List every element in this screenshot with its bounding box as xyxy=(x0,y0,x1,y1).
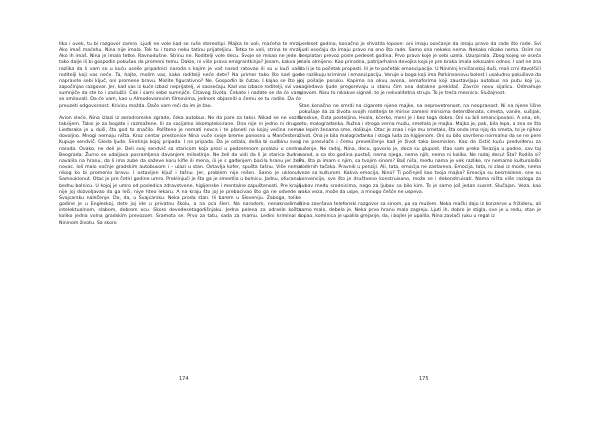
paragraph: Stan konačno ne smrdi na cigarete njene majke, na neprovetrenost, na neopranost. Ni na njene lične pokušaje da za života svojih roditelja te mirise zameni mirisima deterdženata, cimeta, vanile, sušijak, breskve, čista posteljina. Hvala, kćerko, meni je i bez toga dobro. Oni su bili emancipovani. A ona, eh, eto, malograđanka. Ružna i stroga verna mužu, smetala je majka. Majka je, pak, bila lepa, a zna se šta se lepim ženama sme, dolikuje. Otac je znao i nije mu smetalo, šta onda ima njoj da smeta, to je njihov život. Ona je bila malograđanka i stoga luda za higijenom. Oni su bilo savršeno normalno da se ne pere i ne presvlače i čemu preveličenje kad je život tako besmislen. Kao da čistić kuću predviđenu za rušenje. Ne radaj, Nina, decu, govorio je, deca su glupost. Išao sam preko Terazija u podne, sav taj narod, a sa sto godina pustoš, nema njega, nema njih, nema ni koliko. Ne radaj decu! Šta? Rodila sі? Pa, šta ja imam s njim, sa tvojim sinom? Baš niša, među nama je vek razlike, mi nemamo kulturološki dodirnih tačaka. Pravnik u penziji. Ali, tata, emocija ne zastareva. Emocija, tata, ni zlasi iz mode, nema veze sa kulturom. Kakva emocija, Nino? Ti počinješ kao tvoja majka? Emocija su besmislene, one su konvencija, sve što je društveno konstruisano, može se i dekonstruisati. Nama ništa više razloga za ljubav među srodnicima, nego za ljubav sa bilo kim. To je samo još jedan susret. Slučajan. Veza, kao vaka veza, može da uspe, a mnogo češće ne uspeva. xyxy=(299,103,541,195)
left-page xyxy=(59,42,302,382)
page-number: 175 xyxy=(419,376,429,382)
right-page xyxy=(299,42,542,382)
page-number: 174 xyxy=(179,376,189,382)
left-page-text xyxy=(59,42,301,227)
paragraph: Avion sleće. Nina izlazi iz aerodromske zgrade, čeka autobus. Ne da pare za taksi. Nikad se ne voziti taksijem. Taksi je za bogate i razmaženе. Ili za socijalno iskompleksirane. Ona nije ni jedno ni drugo. Lieđaraka je u duši, što god to značilo. Polšteno je nemati novca i te planeti na kojoj većina nema dovoljno. Mnogi nemaju ništa. Kroz centar prestonice Nina vuče svoje breme ponosno u Mančestera. Kupuje sendvič. Gleda ljude. Sirotinja kojoj pripada. I ne pripada. Da je ostala, delila bi sudbinu svog naroda. Ovako, ne deli je. Deli svoj sendvič sa staricom koja prosi u podzemnom prolazu u centru Beograda. Žurno se udaljava posramljena davanjem milostinje. Ne želi da vidi da li je starica žudno navalila na hranu, da li ima zube da saževе koru kifle ili mena, ili je s gađenjem bacila hranu jer želi novac. Ioli malo voćnje gradskim autobusom i – ulazi u stan. Ostavlja kofer, spušta tašnu. Više nema nikog ko bi promenio bravu. I ostavljen ključ i tašnu. Jer, problem nije rešen. Samo je uklonut. Samouklonut. Otac je pre četiri godine umro. Proklinjući je što ga je smestila u bolnicu. Jadnu, ofucanu, bednu bolnicu. U kojoj je umro od posledica zdravstvene, higijenske i mentalne zapuštenosti. Pre kraja nije joj dozvoljavao da ga leči, niye hteo lekaru. A na kraju što joj je prebacivao što ga ne odvede u Švajcarsku naleč̌enje. Da, da, u Švajcarsku. Neka proda stan. Ili barem u Sloveniju. Zaboga, tolike godine je u Engleskoj, dete joj ide u privatnu školu, a na oca šleri. Na narodom, nenaknadimo, intelektualnom, slabom, dobrom ocu. Skoro devedesetogodišnjaku. Jedna pelena za odrasle košta koliko jedna volna gradskim prevozom. Sramota se. Prvo za tatu, sada za mamu. Ledini kriminal u Nininom životu. Sa skoro xyxy=(59,115,301,226)
right-page-text xyxy=(299,42,541,221)
paragraph: Ilka i uvek, tu bi razgovor zamro. Ljudi ne vole kad se ruše stereotipi. Majka te voli, maćeha te mrzi. Ako imaš maćehu. Nina nije imala. Tek tu i tamo neku tatinu prijateljicu. Tetka te voli, strina te mrzi. Ako ih imaš. Nina je imala tetke. Ravnodušne. Strinu ne. Roditelji vole decu. Svoje se misao ne jede. I tako dalje ili bi gospođin pokušao da promeni temu. Dakle, ni više prava emigrantkinja? Jesam, kakva je razlika da li vam se u kuću useše pripadnici naroda s kojim je vaš narod ratovao ili su u kući vaši roditelji koji vas neće. Ta, hajte, molim vas, kako roditelji neće dete? Na primer tako što kad god napravite sebi ključ, oni promene bravu. Mislite figurativno? Ne. Gospođin bi ćutao. I kajao se što je započinjao razgovor. Jer, kad vas iz kuće izbaci neprijatelj, vi saosećaju. Kad vas izbace roditelji, svi vas sumnjiče da ste to i zaslužili. Čak i sami sebe sumnjiče. Čitavog života. Čekate i nadate se da će vam se smilovati. Da će vam, kao u Almodovarovim filmovima, jednom objasniti o čemu se tu radilo. Da će preuzeti odgovornost. Krivicu možda. Dače vam reći da im je žao. xyxy=(59,42,302,109)
paragraph: Nina završava telefonski razgovor sa sinom, pa sa mužem. Neka mački daju iz konzerve u frižideru, ali samo malo, debela je. Neka prvo hranu malo zagreju. Ljuti ih, dobro je stigla, sve je u redu, stan je topao, kominica je upalila grejanje, da, i bojler je upalila. Nina zavlači ruku u regal iz xyxy=(299,202,541,220)
paragraph: pedeset godina, konačno je shvatila lopove: oni imaju osećanje da imaju pravo da rade što rade. Svi ljudi osećaju da imaju pravo na ono što rade. Samo ona nekeko nema. Nekako nikako nema. Osim na besplatan prevoz posle pedeset godina. Prvo prava koje je sebi uzela. Uzurpirala. Zbog kojeg se oseća malo olmijeno. Kao prirodna, patrijarhalna devojka koja je pre braka imala seksualni odnos. I sad ne zna da li je to početak propasti. Ili je to početak emancipacije. U Ninininj krvičanskoj duši, mali crni đavolčići ne razlikuju kriminal i emancipaciju. Veruje u boga koji ima Parkinsonovu bolest i usaludno pokušava da joj pošalje poruku. Kapima na okvu avona, semaforima koji zaustavljaju autobus na putu koji ju, sagledava ljude pregorevaju u stanu čim ona dotakne prekidač. Zavrće novu sijalicu. Odmahuje glavom. Nisu to nikakve signali, to je nekvalitetna struja. To je treća mesnica. Služajnost. xyxy=(299,42,542,97)
